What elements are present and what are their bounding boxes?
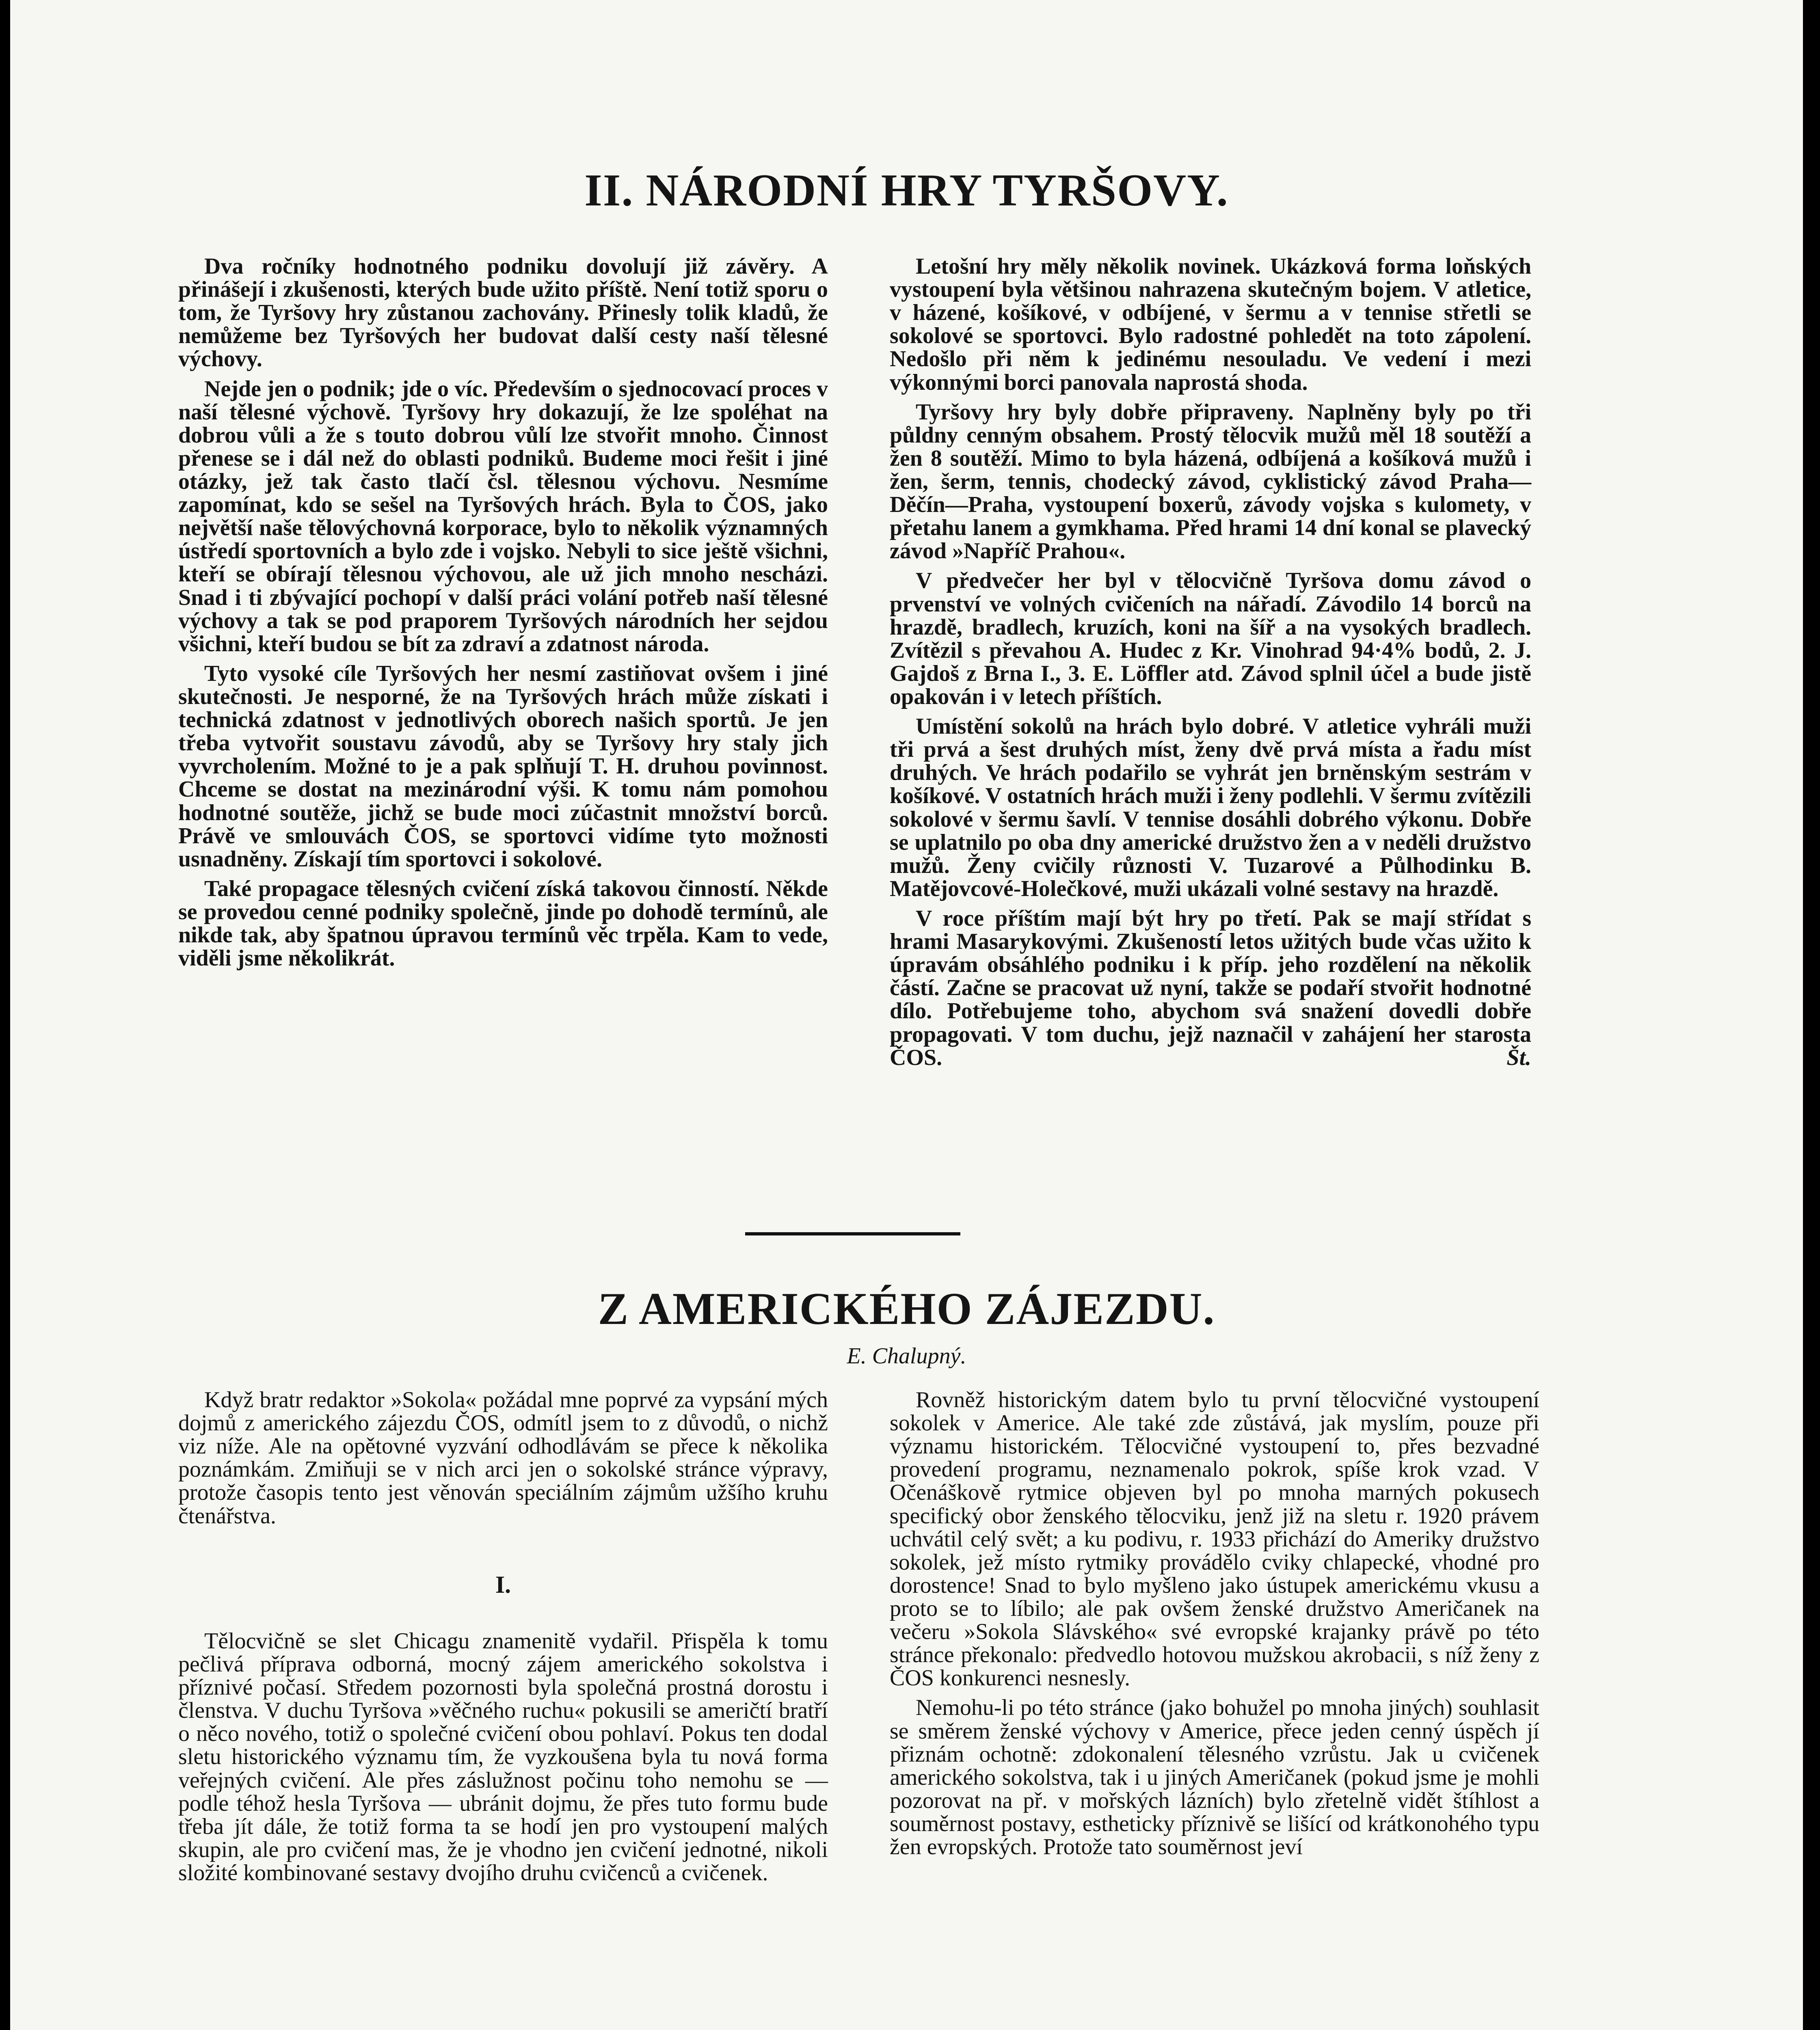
- article1-column-left: [178, 255, 828, 976]
- paragraph: Také propagace tělesných cvičení získá takovou činností. Někde se provedou cenné podniky společně, jinde po dohodě termínů, ale nikde tak, aby špatnou úpravou termínů věc trpěla. Kam to vede, viděli jsme několikrát.: [178, 876, 828, 971]
- paragraph: Tyršovy hry byly dobře připraveny. Naplněny byly po tři půldny cenným obsahem. Prostý tělocvik mužů měl 18 soutěží a žen 8 soutěží. Mimo to byla házená, odbíjená a košíková mužů i žen, šerm, tennis, chodecký závod, cyklistický závod Praha—Děčín—Praha, vystoupení boxerů, závody vojska s kulomety, v přetahu lanem a gymkhama. Před hrami 14 dní konal se plavecký závod »Napříč Prahou«.: [890, 399, 1531, 564]
- article1-column-right: [890, 255, 1531, 1076]
- paragraph: [890, 907, 1531, 1069]
- paragraph: Nemohu-li po této stránce (jako bohužel po mnoha jiných) souhlasit se směrem ženské výchovy v Americe, přece jeden cenný úspěch jí přiznám ochotně: zdokonalení tělesného vzrůstu. Jak u cvičenek amerického sokolstva, tak i u jiných Američanek (pokud jsme je mohli pozorovat na př. v mořských lázních) bylo zřetelně vidět štíhlost a souměrnost postavy, estheticky příznivě se lišící od krátkonohého typu žen evropských. Protože tato souměrnost jeví: [890, 1695, 1539, 1860]
- magazine-page: [10, 0, 1803, 2030]
- paragraph-text: V roce příštím mají být hry po třetí. Pak se mají střídat s hrami Masarykovými. Zkušeností letos užitých bude včas užito k úpravám obsáhlého podniku i k příp. jeho rozdělení na několik částí. Začne se pracovat už nyní, takže se podaří stvořit hodnotné dílo. Potřebujeme toho, abychom svá snažení dovedli dobře propagovati. V tom duchu, jejž naznačil v zahájení her starosta ČOS.: [890, 905, 1531, 1070]
- paragraph: Tělocvičně se slet Chicagu znamenitě vydařil. Přispěla k tomu pečlivá příprava odborná, mocný zájem amerického sokolstva i příznivé počasí. Středem pozornosti byla společná prostná dorostu i členstva. V duchu Tyršova »věčného ruchu« pokusili se američtí bratří o něco nového, totiž o společné cvičení obou pohlaví. Pokus ten dodal sletu historického významu tím, že vyzkoušena byla tu nová forma veřejných cvičení. Ale přes záslužnost počinu toho nemohu se — podle téhož hesla Tyršova — ubránit dojmu, že přes tuto formu bude třeba jít dále, že totiž forma ta se hodí jen pro vystoupení malých skupin, ale pro cvičení mas, že je vhodno jen cvičení jednotné, nikoli složité kombinované sestavy dvojího druhu cvičenců a cvičenek.: [178, 1628, 828, 1885]
- paragraph: Nejde jen o podnik; jde o víc. Především o sjednocovací proces v naší tělesné výchově. Tyršovy hry dokazují, že lze spoléhat na dobrou vůli a že s touto dobrou vůlí lze stvořit mnoho. Činnost přenese se i dál než do oblasti podniků. Budeme moci řešit i jiné otázky, jež tak často tlačí čsl. tělesnou výchovu. Nesmíme zapomínat, kdo se sešel na Tyršových hrách. Byla to ČOS, jako největší naše tělovýchovná korporace, bylo to několik významných ústředí sportovních a bylo zde i vojsko. Nebyli to sice ještě všichni, kteří se obírají tělesnou výchovou, ale už jich mnoho nescházi. Snad i ti zbývající pochopí v další práci volání potřeb naší tělesné výchovy a tak se pod praporem Tyršových národních her sejdou všichni, kteří budou se bít za zdraví a zdatnost národa.: [178, 376, 828, 657]
- article2-column-left: [178, 1389, 828, 1891]
- paragraph: V předvečer her byl v tělocvičně Tyršova domu závod o prvenství ve volných cvičeních na nářadí. Závodilo 14 borců na hrazdě, bradlech, kruzích, koni na šíř a na vysokých bradlech. Zvítězil s převahou A. Hudec z Kr. Vinohrad 94·4% bodů, 2. J. Gajdoš z Brna I., 3. E. Löffler atd. Závod splnil účel a bude jistě opakován i v letech příštích.: [890, 568, 1531, 709]
- paragraph: Rovněž historickým datem bylo tu první tělocvičné vystoupení sokolek v Americe. Ale také zde zůstává, jak myslím, pouze při významu historickém. Tělocvičné vystoupení to, přes bezvadné provedení programu, neznamenalo pokrok, spíše krok vzad. V Očenáškově rytmice objeven byl po mnoha marných pokusech specifický obor ženského tělocviku, jenž již na sletu r. 1920 právem uchvátil celý svět; a ku podivu, r. 1933 přichází do Ameriky družstvo sokolek, jež místo rytmiky provádělo cviky chlapecké, vhodné pro dorostence! Snad to bylo myšleno jako ústupek americkému vkusu a proto se to líbilo; ale pak ovšem ženské družstvo Američanek na večeru »Sokola Slávského« své evropské krajanky právě po této stránce překonalo: předvedlo hotovou mužskou akrobacii, s níž ženy z ČOS konkurenci nesnesly.: [890, 1387, 1539, 1691]
- paragraph: Když bratr redaktor »Sokola« požádal mne poprvé za vypsání mých dojmů z amerického zájezdu ČOS, odmítl jsem to z důvodů, o nichž viz níže. Ale na opětovné vyzvání odhodlávám se přece k několika poznámkám. Zmiňuji se v nich arci jen o sokolské stránce výpravy, protože časopis tento jest věnován speciálním zájmům užšího kruhu čtenářstva.: [178, 1387, 828, 1529]
- signature: Št.: [1507, 1045, 1531, 1070]
- paragraph: Umístění sokolů na hrách bylo dobré. V atletice vyhráli muži tři prvá a šest druhých míst, ženy dvě prvá místa a řadu míst druhých. Ve hrách podařilo se vyhrát jen brněnským sestrám v košíkové. V ostatních hrách muži i ženy podlehli. V šermu zvítězili sokolové v šermu šavlí. V tennise dosáhli dobrého výkonu. Dobře se uplatnilo po oba dny americké družstvo žen a v neděli družstvo mužů. Ženy cvičily různosti V. Tuzarové a Půlhodinku B. Matějovcové-Holečkové, muži ukázali volné sestavy na hrazdě.: [890, 714, 1531, 901]
- article2-title: Z AMERICKÉHO ZÁJEZDU.: [598, 1284, 1215, 1334]
- paragraph: Letošní hry měly několik novinek. Ukázková forma loňských vystoupení byla většinou nahrazena skutečným bojem. V atletice, v házené, košíkové, v odbíjené, v šermu a v tennise střetli se sokolové se sportovci. Bylo radostné pohledět na toto zápolení. Nedošlo při něm k jedinému nesouladu. Ve vedení i mezi výkonnými borci panovala naprostá shoda.: [890, 254, 1531, 395]
- article2-column-right: [890, 1389, 1539, 1865]
- article1-title: II. NÁRODNÍ HRY TYRŠOVY.: [584, 165, 1229, 216]
- article2-author: E. Chalupný.: [847, 1343, 966, 1369]
- paragraph: Dva ročníky hodnotného podniku dovolují již závěry. A přinášejí i zkušenosti, kterých bude užito příště. Není totiž sporu o tom, že Tyršovy hry zůstanou zachovány. Přinesly tolik kladů, že nemůžeme bez Tyršových her budovat další cesty naší tělesné výchovy.: [178, 254, 828, 372]
- section-number: I.: [495, 1571, 511, 1598]
- section-divider: [745, 1232, 960, 1235]
- paragraph: Tyto vysoké cíle Tyršových her nesmí zastiňovat ovšem i jiné skutečnosti. Je nesporné, že na Tyršových hrách může získati i technická zdatnost v jednotlivých oborech našich sportů. Je jen třeba vytvořit soustavu závodů, aby se Tyršovy hry staly jich vyvrcholením. Možné to je a pak splňují T. H. druhou povinnost. Chceme se dostat na mezinárodní výši. K tomu nám pomohou hodnotné soutěže, jichž se bude moci zúčastnit množství borců. Právě ve smlouvách ČOS, se sportovci vidíme tyto možnosti usnadněny. Získají tím sportovci i sokolové.: [178, 661, 828, 872]
